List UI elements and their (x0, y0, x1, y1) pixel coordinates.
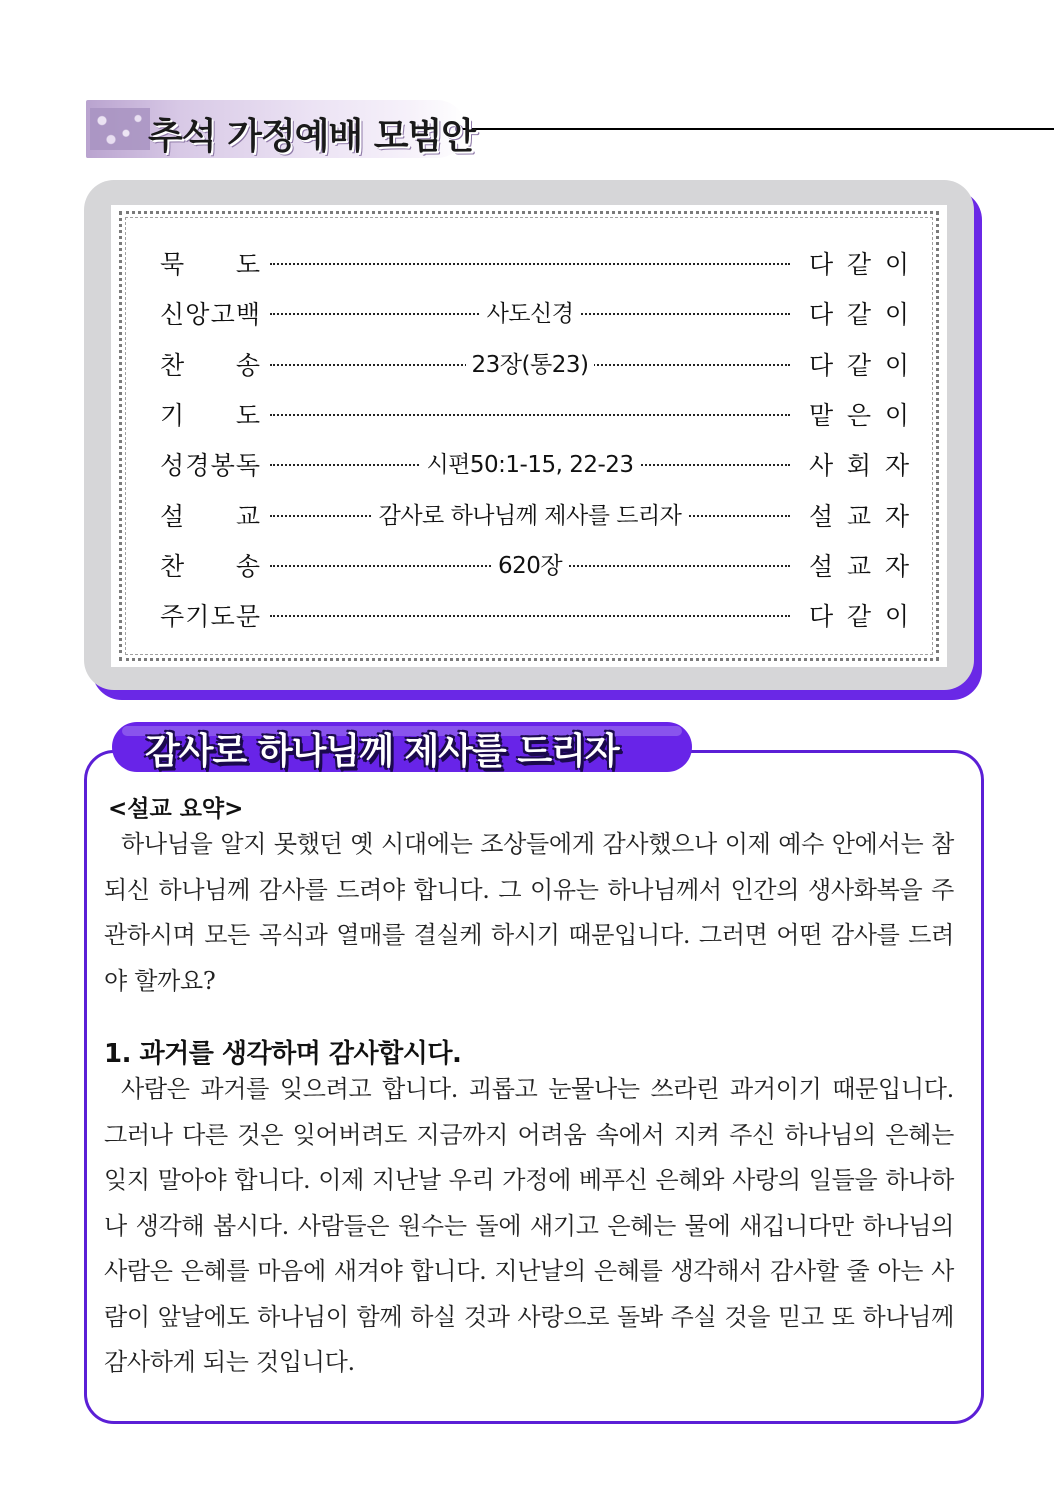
order-row-label: 찬 송 (160, 551, 260, 581)
section-1-heading: 1. 과거를 생각하며 감사합시다. (104, 1039, 462, 1069)
order-row-label: 찬 송 (160, 350, 260, 380)
order-row (155, 340, 915, 380)
sermon-title: 감사로 하나님께 제사를 드리자 (145, 731, 619, 772)
order-row-label: 설 교 (160, 501, 260, 531)
order-row-role: 설 교 자 (809, 501, 909, 531)
order-row-role: 다 같 이 (809, 250, 909, 279)
order-row-leader-dots (270, 263, 790, 265)
order-row (155, 239, 915, 279)
order-row-content (270, 295, 790, 328)
order-row (155, 289, 915, 329)
order-row-content-text: 620장 (492, 553, 568, 579)
order-row-label: 신 앙 고 백 (160, 300, 260, 330)
order-row (155, 541, 915, 581)
order-row-content-text: 감사로 하나님께 제사를 드리자 (373, 503, 688, 529)
summary-paragraph: 하나님을 알지 못했던 옛 시대에는 조상들에게 감사했으나 이제 예수 안에서는 참되신 하나님께 감사를 드려야 합니다. 그 이유는 하나님께서 인간의 생사화복을 주관하시며 모든 곡식과 열매를 결실케 하시기 때문입니다. 그러면 어떤 감사를 드려야 할까요? (104, 830, 954, 995)
order-row-role: 설 교 자 (809, 551, 909, 581)
order-row-label: 성 경 봉 독 (160, 451, 260, 481)
order-row-content (270, 497, 790, 530)
order-row-label: 묵 도 (160, 250, 260, 279)
order-row-content (270, 346, 790, 379)
order-row-label: 주 기 도 문 (160, 602, 260, 632)
order-of-service (111, 205, 947, 667)
order-row-role: 사 회 자 (809, 451, 909, 481)
order-row-role: 맡 은 이 (809, 400, 909, 430)
header-rule (462, 128, 1054, 130)
order-row-label: 기 도 (160, 400, 260, 430)
order-row-content-text: 시편50:1-15, 22-23 (420, 452, 639, 478)
order-row-content-text: 23장(통23) (466, 352, 595, 378)
order-row-content (270, 446, 790, 479)
header-ornament-icon (90, 108, 150, 150)
summary-label: <설교 요약> (108, 796, 244, 822)
order-row-role: 다 같 이 (809, 350, 909, 380)
order-row (155, 440, 915, 480)
order-row-role: 다 같 이 (809, 300, 909, 330)
order-row-leader-dots (270, 615, 790, 617)
order-row-role: 다 같 이 (809, 602, 909, 632)
order-row (155, 591, 915, 631)
section-1-paragraph: 사람은 과거를 잊으려고 합니다. 괴롭고 눈물나는 쓰라린 과거이기 때문입니다. 그러나 다른 것은 잊어버려도 지금까지 어려움 속에서 지켜 주신 하나님의 은혜는 잊지 말아야 합니다. 이제 지난날 우리 가정에 베푸신 은혜와 사랑의 일들을 하나하나 생각해 봅시다. 사람들은 원수는 돌에 새기고 은혜는 물에 새깁니다만 하나님의 사람은 은혜를 마음에 새겨야 합니다. 지난날의 은혜를 생각해서 감사할 줄 아는 사람이 앞날에도 하나님이 함께 하실 것과 사랑으로 돌봐 주실 것을 믿고 또 하나님께 감사하게 되는 것입니다. (104, 1075, 954, 1376)
order-row (155, 491, 915, 531)
order-row-leader-dots (270, 414, 790, 416)
order-row (155, 390, 915, 430)
order-row-content (270, 547, 790, 580)
page-title: 추석 가정예배 모범안 (148, 116, 476, 157)
order-row-content-text: 사도신경 (481, 301, 580, 327)
